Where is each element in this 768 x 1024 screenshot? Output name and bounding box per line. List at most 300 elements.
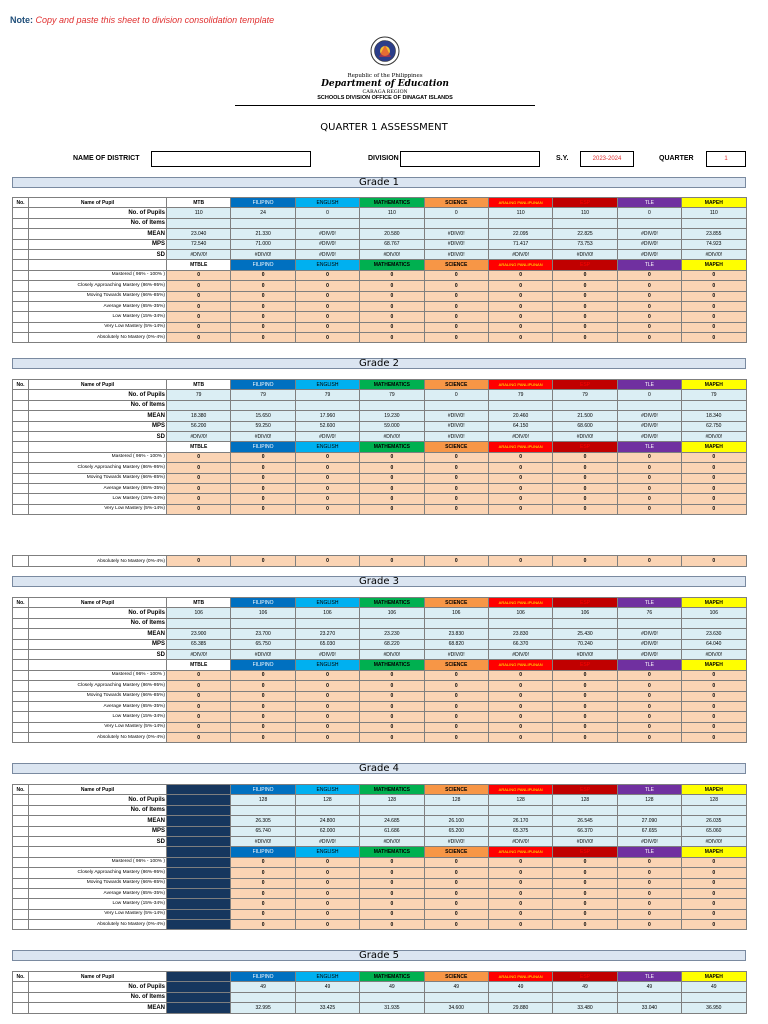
mastery-count-cell: 0 (295, 312, 359, 322)
no-header: No. (13, 972, 29, 982)
mastery-subject-header: MAPEH (682, 442, 746, 452)
items-cell (360, 618, 424, 628)
sd-cell: #DIV/0! (682, 249, 746, 259)
mastery-count-cell: 0 (553, 920, 617, 930)
mastery-count-cell: 0 (617, 504, 681, 514)
no-header: No. (13, 198, 29, 208)
mastery-count-cell: 0 (553, 312, 617, 322)
mastery-count-cell: 0 (231, 691, 295, 701)
items-cell (553, 805, 617, 815)
items-cell (488, 805, 552, 815)
items-cell (231, 400, 295, 410)
deped-letterhead (230, 36, 540, 106)
mastery-count-cell: 0 (488, 504, 552, 514)
items-cell (295, 400, 359, 410)
mastery-count-cell (167, 909, 231, 919)
mastery-count-cell: 0 (682, 701, 746, 711)
pupils-cell: 79 (295, 390, 359, 400)
mean-cell: 34.600 (424, 1003, 488, 1013)
no-of-items-label: No. of Items (29, 400, 167, 410)
subject-header: FILIPINO (231, 380, 295, 390)
sd-cell: #DIV/0! (167, 431, 231, 441)
mps-label: MPS (29, 826, 167, 836)
sy-label: S.Y. (556, 155, 569, 162)
items-cell (617, 400, 681, 410)
row-number-cell (13, 670, 29, 680)
mean-cell (167, 816, 231, 826)
mastery-count-cell: 0 (295, 691, 359, 701)
grade-heading: Grade 3 (12, 576, 746, 587)
mastery-count-cell: 0 (167, 291, 231, 301)
row-number-cell (13, 681, 29, 691)
mastery-count-cell: 0 (231, 878, 295, 888)
mastery-count-cell: 0 (167, 463, 231, 473)
note-label: Note: (10, 15, 33, 25)
mastery-level-label: Average Mastery (65%-35%) (29, 483, 167, 493)
mastery-level-label: Moving Towards Mastery (66%-85%) (29, 878, 167, 888)
row-number-cell (13, 291, 29, 301)
mastery-count-cell: 0 (295, 857, 359, 867)
items-cell (553, 400, 617, 410)
mean-cell: 25.430 (553, 629, 617, 639)
mastery-count-cell: 0 (360, 463, 424, 473)
mastery-count-cell: 0 (617, 270, 681, 280)
mastery-count-cell: 0 (488, 888, 552, 898)
mastery-count-cell: 0 (295, 483, 359, 493)
mastery-count-cell: 0 (682, 473, 746, 483)
spacer-cell (29, 847, 167, 857)
mastery-level-label: Low Mastery (15%-34%) (29, 312, 167, 322)
mastery-count-cell: 0 (488, 899, 552, 909)
items-cell (424, 992, 488, 1002)
mastery-count-cell (167, 899, 231, 909)
subject-header (167, 785, 231, 795)
mastery-count-cell: 0 (360, 483, 424, 493)
mean-cell: 23.700 (231, 629, 295, 639)
mastery-subject-header: ESP (553, 847, 617, 857)
mastery-subject-header: FILIPINO (231, 847, 295, 857)
deped-seal-icon (370, 36, 400, 66)
mastery-level-label: Very Low Mastery (5%-14%) (29, 722, 167, 732)
mastery-count-cell: 0 (682, 494, 746, 504)
mastery-count-cell: 0 (553, 899, 617, 909)
mastery-count-cell: 0 (488, 483, 552, 493)
mastery-count-cell: 0 (360, 920, 424, 930)
mastery-count-cell: 0 (231, 483, 295, 493)
no-header: No. (13, 380, 29, 390)
mastery-count-cell: 0 (167, 701, 231, 711)
sd-cell: #DIV/0! (360, 649, 424, 659)
mastery-level-label: Mastered ( 96% - 100% ) (29, 270, 167, 280)
sd-cell: #DIV/0! (231, 836, 295, 846)
sd-cell: #DIV/0! (553, 836, 617, 846)
items-cell (617, 618, 681, 628)
mastery-count-cell: 0 (360, 270, 424, 280)
mean-cell: 26.170 (488, 816, 552, 826)
mastery-count-cell: 0 (167, 504, 231, 514)
mastery-count-cell (167, 857, 231, 867)
mastery-count-cell: 0 (295, 452, 359, 462)
mastery-count-cell: 0 (553, 681, 617, 691)
items-cell (424, 400, 488, 410)
mastery-subject-header: ARALING PANLIPUNAN (488, 660, 552, 670)
mastery-count-cell: 0 (617, 733, 681, 743)
row-number-cell (13, 836, 29, 846)
row-number-cell (13, 239, 29, 249)
mastery-count-cell: 0 (295, 701, 359, 711)
mps-cell: #DIV/0! (424, 421, 488, 431)
row-number-cell (13, 333, 29, 343)
quarter-input[interactable]: 1 (706, 151, 746, 167)
row-number-cell (13, 249, 29, 259)
mean-cell: 26.100 (424, 816, 488, 826)
mastery-count-cell: 0 (553, 733, 617, 743)
mastery-subject-header: ESP (553, 260, 617, 270)
mastery-count-cell: 0 (682, 301, 746, 311)
pupils-cell: 79 (360, 390, 424, 400)
mastery-subject-header: ARALING PANLIPUNAN (488, 260, 552, 270)
mastery-level-label: Low Mastery (15%-34%) (29, 712, 167, 722)
mastery-count-cell: 0 (682, 888, 746, 898)
mastery-level-label: Low Mastery (15%-34%) (29, 899, 167, 909)
mastery-count-cell: 0 (682, 712, 746, 722)
pupils-cell: 79 (488, 390, 552, 400)
no-of-pupils-label: No. of Pupils (29, 390, 167, 400)
mastery-count-cell: 0 (424, 681, 488, 691)
no-of-items-label: No. of Items (29, 805, 167, 815)
pupils-cell: 49 (295, 982, 359, 992)
mastery-count-cell: 0 (295, 899, 359, 909)
mps-cell: 66.370 (553, 826, 617, 836)
sd-cell: #DIV/0! (488, 836, 552, 846)
header-divider (235, 105, 535, 106)
mastery-level-label: Mastered ( 96% - 100% ) (29, 857, 167, 867)
mps-cell: 72.540 (167, 239, 231, 249)
mastery-count-cell: 0 (424, 868, 488, 878)
pupils-cell: 110 (553, 208, 617, 218)
row-number-cell (13, 868, 29, 878)
sd-cell: #DIV/0! (360, 431, 424, 441)
mastery-count-cell: 0 (617, 291, 681, 301)
mastery-count-cell: 0 (424, 909, 488, 919)
grade-table (12, 784, 747, 930)
mastery-count-cell: 0 (424, 333, 488, 343)
mastery-count-cell: 0 (231, 920, 295, 930)
sy-input[interactable]: 2023-2024 (580, 151, 634, 167)
mastery-count-cell: 0 (553, 281, 617, 291)
mastery-count-cell: 0 (424, 920, 488, 930)
mastery-subject-header: SCIENCE (424, 660, 488, 670)
subject-header: MAPEH (682, 598, 746, 608)
mastery-count-cell: 0 (553, 463, 617, 473)
mean-cell: #DIV/0! (424, 229, 488, 239)
mastery-count-cell: 0 (424, 483, 488, 493)
row-number-cell (13, 888, 29, 898)
subject-header: ENGLISH (295, 598, 359, 608)
mastery-count-cell: 0 (553, 473, 617, 483)
mastery-count-cell: 0 (424, 712, 488, 722)
items-cell (360, 218, 424, 228)
pupils-cell: 106 (360, 608, 424, 618)
mastery-count-cell: 0 (682, 691, 746, 701)
row-number-cell (13, 847, 29, 857)
mastery-count-cell: 0 (488, 494, 552, 504)
mastery-count-cell: 0 (424, 463, 488, 473)
mastery-count-cell: 0 (295, 909, 359, 919)
row-number-cell (13, 260, 29, 270)
mastery-count-cell: 0 (553, 452, 617, 462)
mastery-count-cell: 0 (231, 857, 295, 867)
mean-cell: 36.950 (682, 1003, 746, 1013)
mastery-count-cell: 0 (424, 556, 488, 567)
pupils-cell: 128 (617, 795, 681, 805)
mean-cell: 33.480 (553, 1003, 617, 1013)
pupils-cell: 128 (488, 795, 552, 805)
mastery-count-cell: 0 (553, 670, 617, 680)
row-number-cell (13, 733, 29, 743)
subject-header: ENGLISH (295, 785, 359, 795)
row-number-cell (13, 322, 29, 332)
mastery-level-label: Moving Towards Mastery (66%-85%) (29, 473, 167, 483)
row-number-cell (13, 909, 29, 919)
mastery-count-cell: 0 (682, 899, 746, 909)
row-number-cell (13, 795, 29, 805)
items-cell (360, 992, 424, 1002)
mastery-subject-header: FILIPINO (231, 442, 295, 452)
row-number-cell (13, 411, 29, 421)
subject-header: MATHEMATICS (360, 972, 424, 982)
mastery-level-label: Mastered ( 96% - 100% ) (29, 452, 167, 462)
row-number-cell (13, 701, 29, 711)
mastery-count-cell: 0 (617, 681, 681, 691)
subject-header: MTB (167, 380, 231, 390)
mastery-count-cell: 0 (295, 473, 359, 483)
mps-label: MPS (29, 421, 167, 431)
office-text: SCHOOLS DIVISION OFFICE OF DINAGAT ISLANDS (317, 95, 453, 101)
mastery-count-cell: 0 (424, 899, 488, 909)
mastery-count-cell: 0 (617, 333, 681, 343)
subject-header: SCIENCE (424, 785, 488, 795)
mean-cell: 23.900 (167, 629, 231, 639)
grade-heading: Grade 4 (12, 763, 746, 774)
subject-header: MAPEH (682, 198, 746, 208)
mastery-level-label: Absolutely No Mastery (0%-4%) (29, 333, 167, 343)
mastery-count-cell: 0 (424, 670, 488, 680)
mastery-count-cell: 0 (424, 312, 488, 322)
subject-header: ARALING PANLIPUNAN (488, 598, 552, 608)
mean-cell: 19.230 (360, 411, 424, 421)
mastery-count-cell: 0 (553, 301, 617, 311)
mean-cell: 27.090 (617, 816, 681, 826)
mastery-count-cell: 0 (682, 291, 746, 301)
pupils-cell: 106 (488, 608, 552, 618)
grade-table (12, 971, 747, 1014)
pupils-cell: 49 (231, 982, 295, 992)
mastery-count-cell: 0 (167, 270, 231, 280)
mastery-count-cell: 0 (231, 888, 295, 898)
items-cell (682, 805, 746, 815)
sd-cell: #DIV/0! (617, 836, 681, 846)
items-cell (231, 805, 295, 815)
pupils-cell: 79 (682, 390, 746, 400)
absolutely-no-mastery-row (12, 555, 747, 567)
mastery-count-cell: 0 (488, 920, 552, 930)
mastery-count-cell: 0 (682, 857, 746, 867)
subject-header: FILIPINO (231, 198, 295, 208)
mastery-level-label: Closely Approaching Mastery (86%-95%) (29, 463, 167, 473)
items-cell (167, 400, 231, 410)
mastery-count-cell: 0 (488, 301, 552, 311)
mps-cell: #DIV/0! (617, 239, 681, 249)
mastery-subject-header (167, 847, 231, 857)
mastery-count-cell: 0 (295, 291, 359, 301)
mastery-count-cell (167, 868, 231, 878)
mps-cell: #DIV/0! (424, 239, 488, 249)
mastery-count-cell: 0 (617, 312, 681, 322)
mastery-count-cell: 0 (167, 452, 231, 462)
mastery-count-cell: 0 (360, 301, 424, 311)
mastery-count-cell: 0 (553, 291, 617, 301)
mastery-count-cell: 0 (617, 691, 681, 701)
sd-cell: #DIV/0! (295, 249, 359, 259)
mastery-count-cell (167, 888, 231, 898)
division-input[interactable] (400, 151, 540, 167)
mastery-subject-header: MATHEMATICS (360, 442, 424, 452)
mastery-subject-header: TLE (617, 660, 681, 670)
mean-label: MEAN (29, 629, 167, 639)
subject-header: TLE (617, 972, 681, 982)
mastery-count-cell: 0 (424, 722, 488, 732)
mean-cell: 23.230 (360, 629, 424, 639)
row-number-cell (13, 691, 29, 701)
mastery-count-cell: 0 (424, 301, 488, 311)
mastery-subject-header: MAPEH (682, 847, 746, 857)
mps-cell: #DIV/0! (295, 239, 359, 249)
sd-cell: #DIV/0! (553, 249, 617, 259)
mastery-count-cell: 0 (488, 722, 552, 732)
mastery-level-label: Mastered ( 96% - 100% ) (29, 670, 167, 680)
row-number-cell (13, 816, 29, 826)
items-cell (488, 618, 552, 628)
mean-cell: 33.425 (295, 1003, 359, 1013)
mastery-count-cell: 0 (553, 504, 617, 514)
mastery-count-cell: 0 (682, 281, 746, 291)
pupils-cell: 128 (360, 795, 424, 805)
row-number-cell (13, 556, 29, 567)
mastery-count-cell: 0 (231, 281, 295, 291)
sd-cell: #DIV/0! (553, 431, 617, 441)
mean-cell: 18.380 (167, 411, 231, 421)
pupils-cell: 79 (167, 390, 231, 400)
mastery-count-cell: 0 (167, 312, 231, 322)
subject-header: TLE (617, 785, 681, 795)
row-number-cell (13, 712, 29, 722)
mastery-count-cell: 0 (424, 291, 488, 301)
mastery-count-cell: 0 (360, 909, 424, 919)
items-cell (167, 618, 231, 628)
row-number-cell (13, 1003, 29, 1013)
mastery-count-cell: 0 (231, 333, 295, 343)
mastery-count-cell: 0 (295, 270, 359, 280)
mastery-count-cell: 0 (553, 868, 617, 878)
sd-cell: #DIV/0! (424, 836, 488, 846)
mastery-count-cell (167, 920, 231, 930)
mastery-count-cell: 0 (617, 556, 681, 567)
mastery-count-cell: 0 (682, 868, 746, 878)
mastery-count-cell: 0 (553, 494, 617, 504)
mastery-count-cell: 0 (360, 333, 424, 343)
subject-header: MATHEMATICS (360, 380, 424, 390)
mps-cell: 64.150 (488, 421, 552, 431)
mean-cell: 21.330 (231, 229, 295, 239)
mastery-count-cell: 0 (295, 556, 359, 567)
subject-header: MTB (167, 198, 231, 208)
no-of-pupils-label: No. of Pupils (29, 208, 167, 218)
subject-header: FILIPINO (231, 972, 295, 982)
name-of-pupil-header: Name of Pupil (29, 785, 167, 795)
items-cell (553, 992, 617, 1002)
mastery-level-label: Moving Towards Mastery (66%-85%) (29, 291, 167, 301)
mastery-count-cell: 0 (231, 322, 295, 332)
mastery-count-cell: 0 (231, 868, 295, 878)
sd-cell: #DIV/0! (231, 431, 295, 441)
mastery-count-cell: 0 (682, 463, 746, 473)
district-input[interactable] (151, 151, 311, 167)
pupils-cell: 128 (231, 795, 295, 805)
no-of-items-label: No. of Items (29, 618, 167, 628)
mastery-subject-header: ENGLISH (295, 260, 359, 270)
mastery-count-cell: 0 (553, 691, 617, 701)
mps-cell: 71.417 (488, 239, 552, 249)
template-note (10, 15, 274, 25)
mastery-level-label: Very Low Mastery (5%-14%) (29, 322, 167, 332)
no-header: No. (13, 598, 29, 608)
pupils-cell: 0 (295, 208, 359, 218)
pupils-cell: 49 (488, 982, 552, 992)
district-label: NAME OF DISTRICT (73, 155, 140, 162)
mastery-count-cell: 0 (617, 701, 681, 711)
mastery-count-cell: 0 (617, 463, 681, 473)
mastery-subject-header: TLE (617, 260, 681, 270)
mastery-count-cell: 0 (682, 270, 746, 280)
pupils-cell: 106 (295, 608, 359, 618)
pupils-cell: 128 (424, 795, 488, 805)
subject-header: TLE (617, 598, 681, 608)
mastery-count-cell: 0 (488, 712, 552, 722)
subject-header: ENGLISH (295, 198, 359, 208)
mastery-count-cell: 0 (231, 909, 295, 919)
region-text: CARAGA REGION (362, 89, 408, 95)
subject-header: ARALING PANLIPUNAN (488, 198, 552, 208)
mean-cell: 26.545 (553, 816, 617, 826)
mastery-count-cell: 0 (231, 681, 295, 691)
mps-cell: 62.000 (295, 826, 359, 836)
mastery-count-cell: 0 (231, 291, 295, 301)
mastery-count-cell: 0 (488, 312, 552, 322)
mastery-count-cell: 0 (295, 733, 359, 743)
grade-heading: Grade 5 (12, 950, 746, 961)
sd-cell: #DIV/0! (167, 249, 231, 259)
mastery-count-cell: 0 (682, 322, 746, 332)
spacer-cell (29, 660, 167, 670)
mastery-count-cell: 0 (231, 722, 295, 732)
mastery-count-cell: 0 (488, 670, 552, 680)
mastery-level-label: Closely Approaching Mastery (86%-95%) (29, 281, 167, 291)
items-cell (682, 400, 746, 410)
subject-header: ESP (553, 598, 617, 608)
sd-label: SD (29, 431, 167, 441)
mps-cell: 74.923 (682, 239, 746, 249)
